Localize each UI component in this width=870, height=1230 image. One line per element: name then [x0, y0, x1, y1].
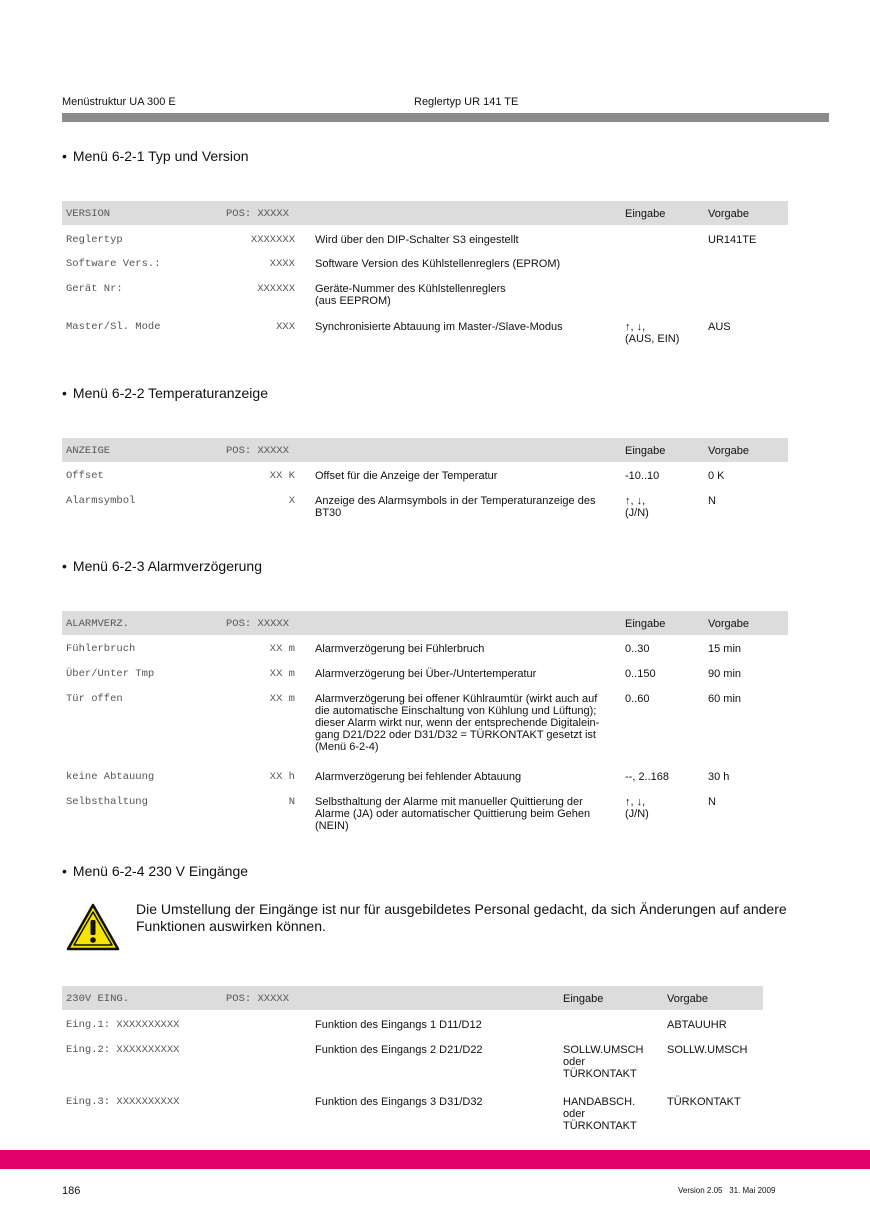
table-head-eingabe: Eingabe [563, 993, 604, 1005]
row-vorgabe: N [708, 796, 716, 808]
row-desc: Alarmverzögerung bei fehlender Abtauung [315, 771, 522, 783]
row-name: Offset [66, 470, 104, 482]
row-desc: Funktion des Eingangs 2 D21/D22 [315, 1044, 483, 1056]
row-eingabe: -10..10 [625, 470, 660, 482]
row-value: XX m [269, 668, 295, 680]
row-value: XX m [269, 643, 295, 655]
section-title-3: • Menü 6-2-3 Alarmverzögerung [62, 558, 263, 574]
section-title-1: • Menü 6-2-1 Typ und Version [62, 148, 249, 164]
row-name: Selbsthaltung [66, 796, 148, 808]
table-head-pos: POS: XXXXX [226, 618, 290, 630]
row-vorgabe: AUS [708, 321, 731, 333]
row-desc: Software Version des Kühlstellenreglers (EPROM) [315, 258, 561, 270]
row-vorgabe: ABTAUUHR [667, 1019, 727, 1031]
table-head-name: VERSION [66, 208, 111, 220]
row-vorgabe: 90 min [708, 668, 742, 680]
row-name: Über/Unter Tmp [66, 668, 155, 680]
row-value: XXXXXXX [250, 234, 295, 246]
row-vorgabe: 30 h [708, 771, 730, 783]
row-vorgabe: TÜRKONTAKT [667, 1096, 741, 1108]
table-head-eingabe: Eingabe [625, 618, 666, 630]
page-number: 186 [62, 1185, 81, 1197]
table-head-vorgabe: Vorgabe [667, 993, 708, 1005]
row-vorgabe: SOLLW.UMSCH [667, 1044, 748, 1056]
footer-bar [0, 1150, 870, 1169]
table-head-pos: POS: XXXXX [226, 208, 290, 220]
row-value: N [288, 796, 295, 808]
table-head-vorgabe: Vorgabe [708, 445, 749, 457]
row-vorgabe: 60 min [708, 693, 742, 705]
table-head-vorgabe: Vorgabe [708, 618, 749, 630]
warning-icon [66, 903, 120, 951]
row-name: Software Vers.: [66, 258, 161, 270]
header-center: Reglertyp UR 141 TE [414, 96, 519, 108]
row-desc: Synchronisierte Abtauung im Master-/Slave-Modus [315, 321, 563, 333]
row-desc: Funktion des Eingangs 1 D11/D12 [315, 1019, 482, 1031]
warning-text: Die Umstellung der Eingänge ist nur für ausgebildetes Personal gedacht, da sich Änderungen auf andere Funktionen auswirken können. [136, 901, 787, 934]
row-name: Eing.1: XXXXXXXXXX [66, 1019, 180, 1031]
row-eingabe: HANDABSCH. oder TÜRKONTAKT [563, 1096, 637, 1132]
row-vorgabe: UR141TE [708, 234, 757, 246]
row-desc: Anzeige des Alarmsymbols in der Temperaturanzeige des BT30 [315, 495, 596, 519]
table-head-name: 230V EING. [66, 993, 130, 1005]
row-vorgabe: 15 min [708, 643, 742, 655]
row-name: Eing.3: XXXXXXXXXX [66, 1096, 180, 1108]
row-value: X [288, 495, 295, 507]
section-title-4: • Menü 6-2-4 230 V Eingänge [62, 863, 249, 879]
table-head-eingabe: Eingabe [625, 208, 666, 220]
row-eingabe: --, 2..168 [625, 771, 670, 783]
row-eingabe: ↑, ↓, (J/N) [625, 495, 649, 519]
row-desc: Alarmverzögerung bei Über-/Untertemperatur [315, 668, 537, 680]
row-desc: Funktion des Eingangs 3 D31/D32 [315, 1096, 483, 1108]
table-head-pos: POS: XXXXX [226, 445, 290, 457]
row-eingabe: 0..150 [625, 668, 656, 680]
row-name: Eing.2: XXXXXXXXXX [66, 1044, 180, 1056]
row-name: Fühlerbruch [66, 643, 136, 655]
table-header-2 [62, 438, 788, 462]
table-head-pos: POS: XXXXX [226, 993, 290, 1005]
row-vorgabe: 0 K [708, 470, 725, 482]
row-value: XX K [269, 470, 295, 482]
table-header-4 [62, 986, 763, 1010]
row-eingabe: ↑, ↓, (J/N) [625, 796, 649, 820]
row-value: XXXXXX [257, 283, 295, 295]
row-name: Master/Sl. Mode [66, 321, 161, 333]
row-eingabe: 0..30 [625, 643, 650, 655]
header-bar [62, 113, 829, 122]
row-value: XXXX [269, 258, 295, 270]
row-value: XXX [276, 321, 295, 333]
row-desc: Alarmverzögerung bei Fühlerbruch [315, 643, 485, 655]
version-date: Version 2.05 31. Mai 2009 [678, 1186, 776, 1195]
table-head-name: ANZEIGE [66, 445, 111, 457]
row-desc: Geräte-Nummer des Kühlstellenreglers (aus EEPROM) [315, 283, 506, 307]
row-desc: Offset für die Anzeige der Temperatur [315, 470, 498, 482]
row-eingabe: ↑, ↓, (AUS, EIN) [625, 321, 680, 345]
row-vorgabe: N [708, 495, 716, 507]
row-desc: Wird über den DIP-Schalter S3 eingestellt [315, 234, 519, 246]
row-name: Gerät Nr: [66, 283, 123, 295]
table-head-vorgabe: Vorgabe [708, 208, 749, 220]
row-value: XX h [269, 771, 295, 783]
header-left: Menüstruktur UA 300 E [62, 96, 176, 108]
table-head-name: ALARMVERZ. [66, 618, 130, 630]
row-name: Alarmsymbol [66, 495, 136, 507]
row-value: XX m [269, 693, 295, 705]
table-header-3 [62, 611, 788, 635]
section-title-2: • Menü 6-2-2 Temperaturanzeige [62, 385, 268, 401]
row-desc: Selbsthaltung der Alarme mit manueller Quittierung der Alarme (JA) oder automatischer Quittierung beim Gehen (NEIN) [315, 796, 591, 832]
row-desc: Alarmverzögerung bei offener Kühlraumtür (wirkt auch auf die automatische Einschaltung von Kühlung und Lüftung); dieser Alarm wirkt nur, wenn der entsprechende Digitalein- gang D21/D22 oder D31/D32 = TÜRKONTAKT gesetzt ist (Menü 6-2-4) [315, 693, 600, 753]
table-head-eingabe: Eingabe [625, 445, 666, 457]
row-name: Tür offen [66, 693, 123, 705]
row-eingabe: 0..60 [625, 693, 650, 705]
table-header-1 [62, 201, 788, 225]
row-name: Reglertyp [66, 234, 123, 246]
row-name: keine Abtauung [66, 771, 155, 783]
row-eingabe: SOLLW.UMSCH oder TÜRKONTAKT [563, 1044, 644, 1080]
